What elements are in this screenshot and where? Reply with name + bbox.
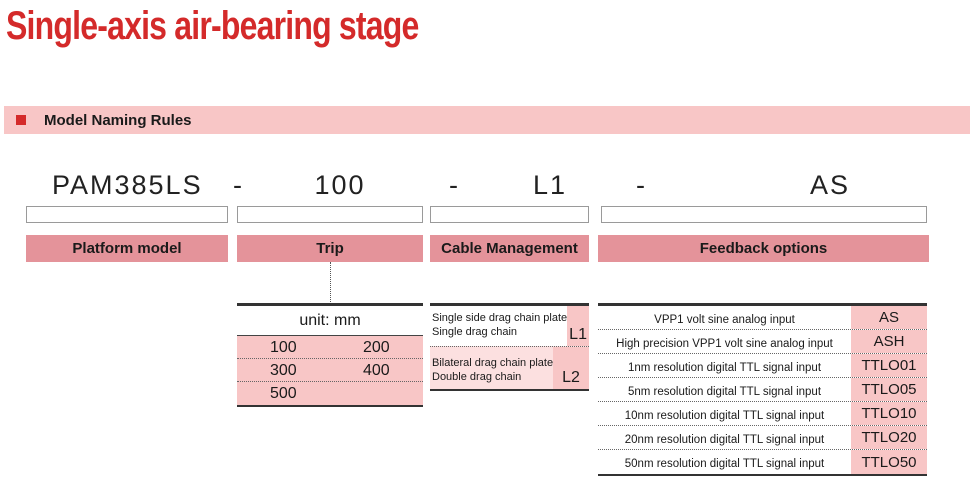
cable-description	[430, 306, 567, 346]
cable-line2: Single drag chain	[432, 326, 518, 338]
table-row	[598, 354, 927, 378]
feedback-description: 50nm resolution digital TTL signal input	[624, 458, 825, 470]
section-header	[4, 106, 970, 134]
feedback-description: High precision VPP1 volt sine analog input	[616, 337, 833, 350]
feedback-code: TTLO10	[851, 402, 927, 425]
trip-value	[330, 382, 423, 405]
feedback-code: AS	[851, 306, 927, 329]
trip-value: 500	[270, 385, 297, 402]
header-cable-management: Cable Management	[430, 235, 589, 262]
page-title: Single-axis air-bearing stage	[6, 4, 419, 48]
section-label: Model Naming Rules	[44, 111, 192, 129]
header-trip: Trip	[237, 235, 423, 262]
table-row	[237, 382, 423, 405]
table-row	[237, 336, 423, 359]
cable-table	[430, 303, 589, 391]
trip-unit: unit: mm	[237, 306, 423, 336]
table-row	[598, 402, 927, 426]
table-row	[598, 450, 927, 474]
trip-value: 100	[270, 339, 297, 356]
feedback-code: ASH	[851, 330, 927, 353]
cable-line2: Double drag chain	[432, 371, 522, 383]
code-separator: -	[233, 170, 244, 200]
code-feedback: AS	[809, 170, 851, 200]
code-trip: 100	[314, 170, 366, 200]
table-row	[430, 306, 589, 346]
feedback-description: 1nm resolution digital TTL signal input	[627, 361, 822, 374]
cable-code: L2	[553, 347, 589, 389]
table-row	[237, 359, 423, 382]
cable-box	[430, 206, 589, 223]
trip-box	[237, 206, 423, 223]
feedback-description: 20nm resolution digital TTL signal input	[624, 433, 825, 446]
code-cable: L1	[532, 170, 568, 200]
code-separator: -	[449, 170, 460, 200]
platform-box	[26, 206, 228, 223]
trip-value: 300	[270, 362, 297, 379]
feedback-table	[598, 303, 927, 476]
cable-line1: Single side drag chain plate	[432, 312, 568, 324]
feedback-code: TTLO50	[851, 450, 927, 474]
square-bullet-icon	[16, 115, 26, 125]
trip-value: 200	[363, 339, 390, 356]
trip-value: 400	[363, 362, 390, 379]
feedback-description: VPP1 volt sine analog input	[654, 313, 795, 326]
cable-line1: Bilateral drag chain plate	[432, 357, 554, 369]
feedback-box	[601, 206, 927, 223]
table-row	[598, 330, 927, 354]
trip-table	[237, 303, 423, 407]
code-separator: -	[636, 170, 647, 200]
header-platform-model: Platform model	[26, 235, 228, 262]
table-row	[430, 346, 589, 389]
connector-line	[330, 262, 331, 306]
feedback-code: TTLO01	[851, 354, 927, 377]
feedback-description: 5nm resolution digital TTL signal input	[627, 385, 822, 398]
code-platform: PAM385LS	[52, 170, 203, 200]
table-row	[598, 378, 927, 402]
feedback-code: TTLO20	[851, 426, 927, 449]
feedback-description: 10nm resolution digital TTL signal input	[624, 409, 825, 422]
cable-code: L1	[567, 306, 589, 346]
cable-description	[430, 347, 553, 389]
header-feedback-options: Feedback options	[598, 235, 929, 262]
feedback-code: TTLO05	[851, 378, 927, 401]
table-row	[598, 426, 927, 450]
table-row	[598, 306, 927, 330]
